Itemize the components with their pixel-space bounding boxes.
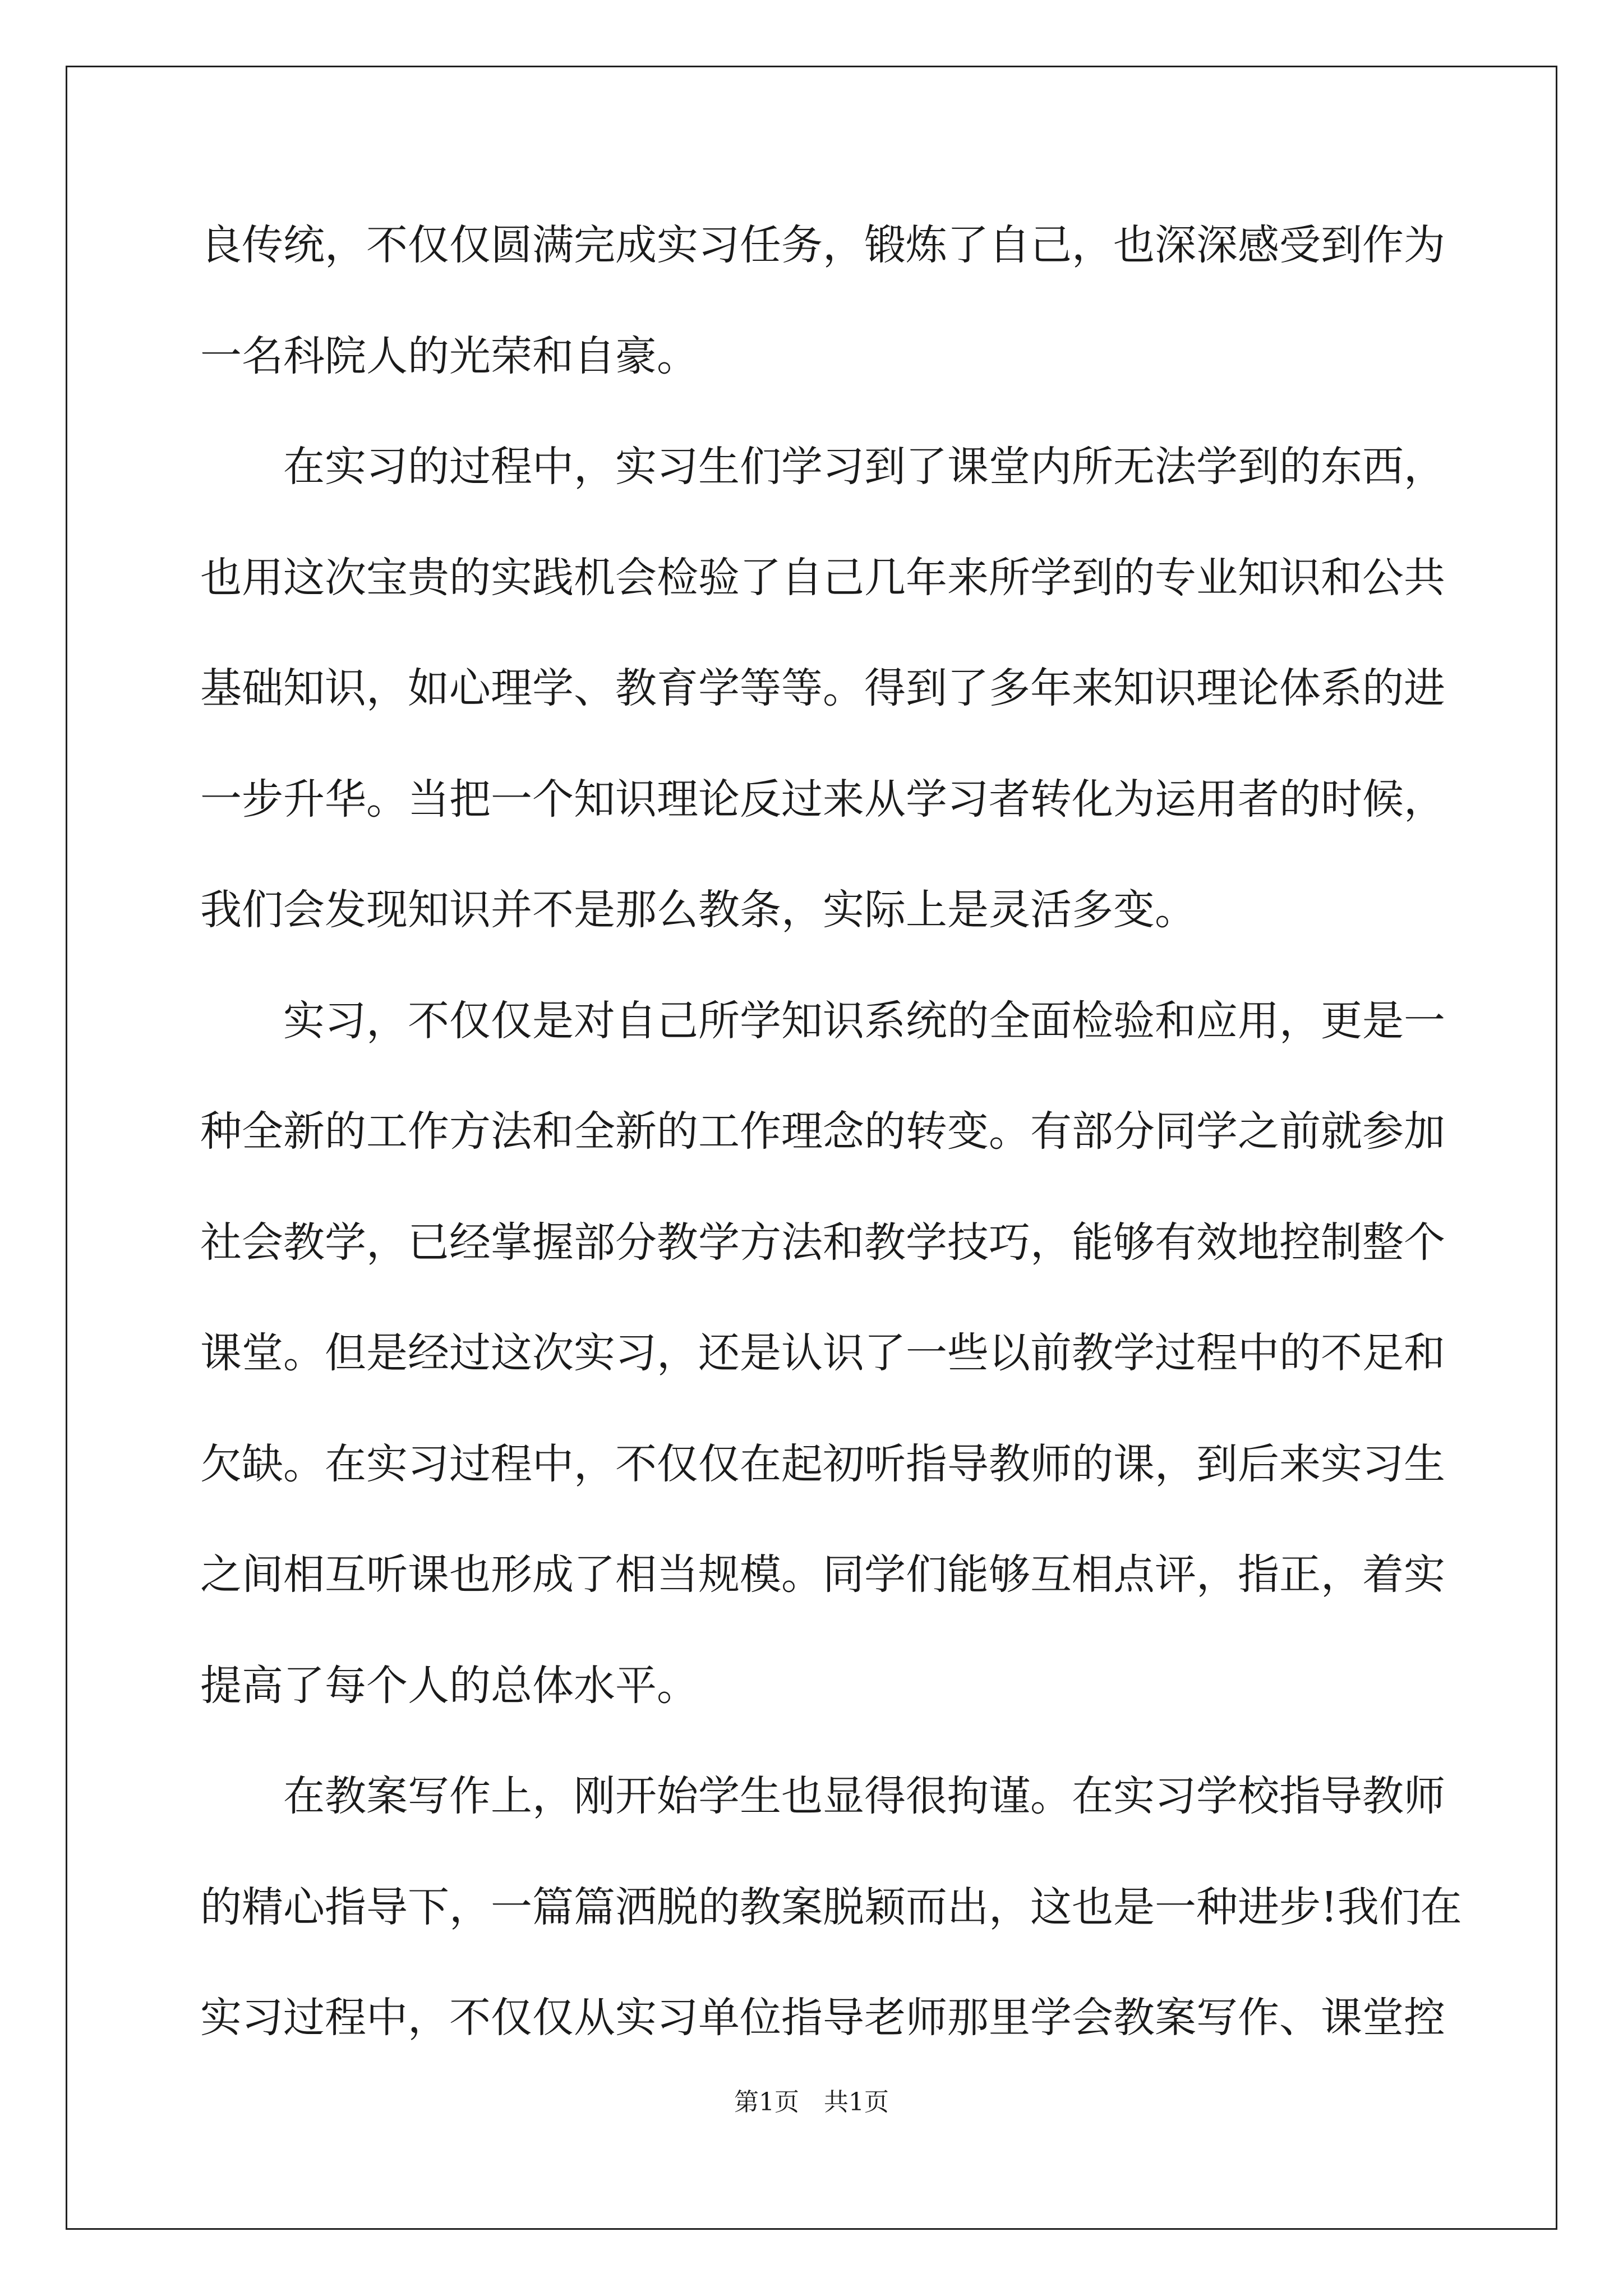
text-line: 之间相互听课也形成了相当规模。同学们能够互相点评，指正，着实 xyxy=(200,1550,1445,1599)
text-line: 实习，不仅仅是对自己所学知识系统的全面检验和应用，更是一 xyxy=(283,997,1445,1045)
text-line: 在实习的过程中，实习生们学习到了课堂内所无法学到的东西， xyxy=(283,443,1445,491)
text-line: 提高了每个人的总体水平。 xyxy=(200,1662,698,1710)
text-line: 的精心指导下，一篇篇洒脱的教案脱颖而出，这也是一种进步!我们在 xyxy=(200,1883,1462,1931)
text-line: 社会教学，已经掌握部分教学方法和教学技巧，能够有效地控制整个 xyxy=(200,1218,1445,1267)
text-line: 基础知识，如心理学、教育学等等。得到了多年来知识理论体系的进 xyxy=(200,664,1445,712)
text-line: 实习过程中，不仅仅从实习单位指导老师那里学会教案写作、课堂控 xyxy=(200,1994,1445,2042)
text-line: 种全新的工作方法和全新的工作理念的转变。有部分同学之前就参加 xyxy=(200,1107,1445,1156)
text-line: 一名科院人的光荣和自豪。 xyxy=(200,332,698,380)
text-line: 我们会发现知识并不是那么教条，实际上是灵活多变。 xyxy=(200,886,1196,934)
text-line: 也用这次宝贵的实践机会检验了自己几年来所学到的专业知识和公共 xyxy=(200,554,1445,602)
text-line: 课堂。但是经过这次实习，还是认识了一些以前教学过程中的不足和 xyxy=(200,1329,1445,1377)
page-number: 第1页 共1页 xyxy=(734,2088,889,2116)
text-line: 良传统，不仅仅圆满完成实习任务，锻炼了自己，也深深感受到作为 xyxy=(200,221,1445,269)
text-line: 欠缺。在实习过程中，不仅仅在起初听指导教师的课，到后来实习生 xyxy=(200,1440,1445,1488)
text-line: 一步升华。当把一个知识理论反过来从学习者转化为运用者的时候， xyxy=(200,775,1445,823)
text-line: 在教案写作上，刚开始学生也显得很拘谨。在实习学校指导教师 xyxy=(283,1772,1445,1820)
